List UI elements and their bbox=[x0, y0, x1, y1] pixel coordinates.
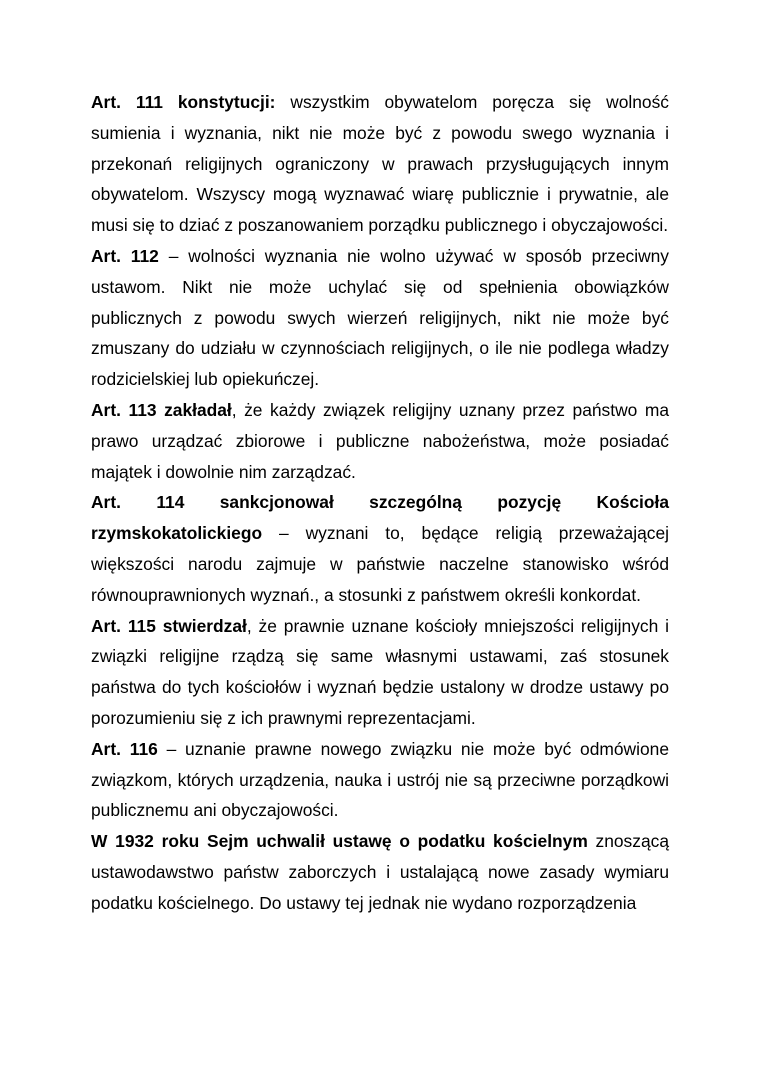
paragraph-heading: Art. 115 stwierdzał bbox=[91, 615, 247, 636]
paragraph-text: – wolności wyznania nie wolno używać w sposób przeciwny ustawom. Nikt nie może uchylać się od spełnienia obowiązków publicznych z powodu swych wierzeń religijnych, nikt nie może być zmuszany do udziału w czynnościach religijnych, o ile nie podlega władzy rodzicielskiej lub opiekuńczej. bbox=[91, 245, 669, 390]
paragraph-text: znoszącą ustawodawstwo państw zaborczych i ustalającą nowe zasady wymiaru podatku kościelnego. Do ustawy tej jednak nie wydano rozporządzenia bbox=[91, 831, 669, 913]
paragraph-text: , że prawnie uznane kościoły mniejszości religijnych i związki religijne rządzą się same własnymi ustawami, zaś stosunek państwa do tych kościołów i wyznań będzie ustalony w drodze ustawy po porozumieniu się z ich prawnymi reprezentacjami. bbox=[91, 615, 669, 728]
paragraph-heading: Art. 111 konstytucji: bbox=[91, 92, 276, 112]
paragraph-art-112 bbox=[91, 241, 669, 395]
paragraph-text: – uznanie prawne nowego związku nie może być odmówione związkom, których urządzenia, nauka i ustrój nie są przeciwne porządkowi publicznemu ani obyczajowości. bbox=[91, 738, 669, 821]
paragraph-text: wszystkim obywatelom poręcza się wolność sumienia i wyznania, nikt nie może być z powodu swego wyznania i przekonań religijnych ograniczony w prawach przysługujących innym obywatelom. Wszyscy mogą wyznawać wiarę publicznie i prywatnie, ale musi się to dziać z poszanowaniem porządku publicznego i obyczajowości. bbox=[91, 92, 669, 236]
paragraph-art-113 bbox=[91, 395, 669, 487]
paragraph-church-tax-1932 bbox=[91, 826, 669, 918]
paragraph-heading: W 1932 roku Sejm uchwalił ustawę o podatku kościelnym bbox=[91, 831, 588, 852]
paragraph-art-111 bbox=[91, 87, 669, 241]
paragraph-text: , że każdy związek religijny uznany przez państwo ma prawo urządzać zbiorowe i publiczne nabożeństwa, może posiadać majątek i dowolnie nim zarządzać. bbox=[91, 399, 669, 482]
paragraph-heading: Art. 114 sankcjonował szczególną pozycję Kościoła rzymskokatolickiego bbox=[91, 492, 669, 544]
paragraph-heading: Art. 112 bbox=[91, 245, 159, 266]
paragraph-art-114 bbox=[91, 487, 669, 610]
document-body bbox=[91, 87, 669, 919]
paragraph-heading: Art. 113 zakładał bbox=[91, 399, 232, 420]
paragraph-text: – wyznani to, będące religią przeważającej większości narodu zajmuje w państwie naczelne stanowisko wśród równouprawnionych wyznań., a stosunki z państwem określi konkordat. bbox=[91, 523, 669, 605]
paragraph-art-116 bbox=[91, 734, 669, 826]
paragraph-heading: Art. 116 bbox=[91, 738, 158, 759]
paragraph-art-115 bbox=[91, 611, 669, 734]
